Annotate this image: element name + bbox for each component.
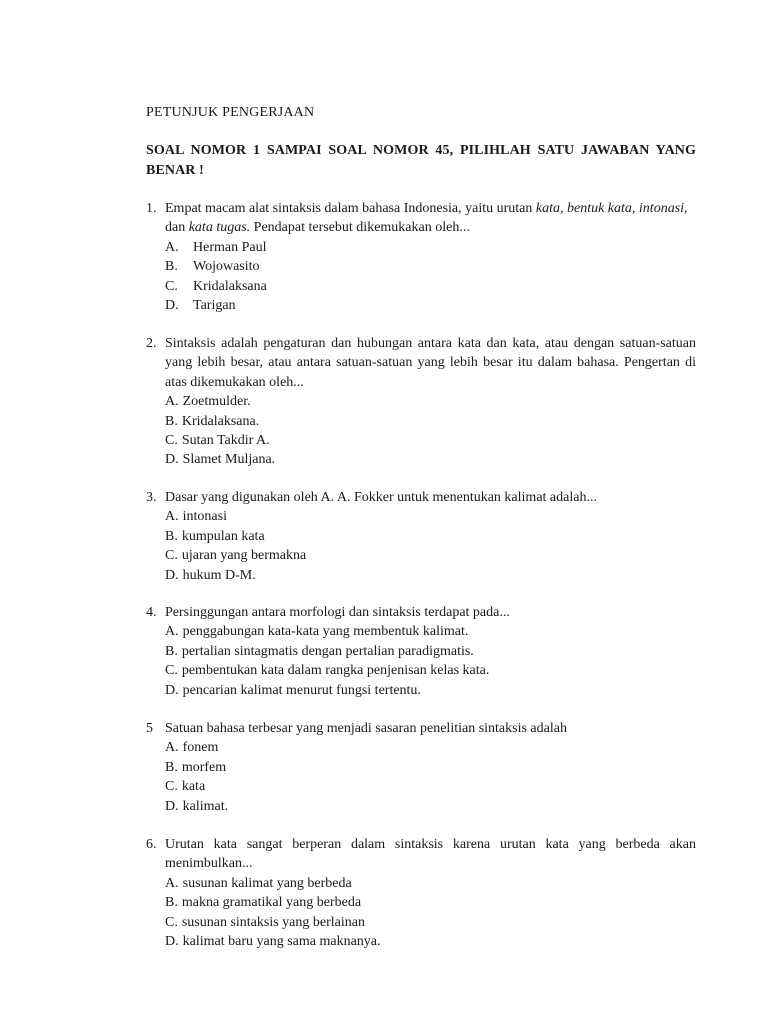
question-1 xyxy=(146,199,696,315)
option-text: makna gramatikal yang berbeda xyxy=(181,895,362,911)
option-a[interactable] xyxy=(165,507,696,526)
option-b[interactable] xyxy=(165,642,696,661)
option-text: intonasi xyxy=(182,509,227,525)
instruction-text: SOAL NOMOR 1 SAMPAI SOAL NOMOR 45, PILIHLAH SATU JAWABAN YANG BENAR ! xyxy=(146,143,696,178)
option-text: kumpulan kata xyxy=(181,528,265,544)
option-b[interactable] xyxy=(165,257,696,276)
question-5 xyxy=(146,719,696,816)
option-c[interactable] xyxy=(165,913,696,932)
question-text: Sintaksis adalah pengaturan dan hubungan antara kata dan kata, atau dengan satuan-satuan yang lebih besar, atau antara satuan-satuan yang lebih besar itu dalam bahasa. Pengertan di atas dikemukakan oleh... xyxy=(165,336,696,390)
option-text: morfem xyxy=(181,759,227,775)
option-text: ujaran yang bermakna xyxy=(181,548,307,564)
option-text: Sutan Takdir A. xyxy=(181,433,270,449)
option-letter: A. xyxy=(165,509,179,525)
option-letter: C. xyxy=(165,278,178,294)
question-number: 4. xyxy=(146,605,157,620)
option-list xyxy=(165,507,696,585)
option-text: pencarian kalimat menurut fungsi tertentu. xyxy=(182,682,421,698)
question-number: 3. xyxy=(146,490,157,505)
option-letter: B. xyxy=(165,759,178,775)
option-text: Kridalaksana. xyxy=(181,413,260,429)
question-2 xyxy=(146,334,696,470)
option-list xyxy=(165,622,696,700)
option-b[interactable] xyxy=(165,893,696,912)
option-b[interactable] xyxy=(165,412,696,431)
question-text-part: Empat macam alat sintaksis dalam bahasa Indonesia, yaitu urutan xyxy=(165,201,536,216)
option-text: Slamet Muljana. xyxy=(182,452,276,468)
option-letter: A. xyxy=(165,239,179,255)
option-text: Tarigan xyxy=(193,298,236,314)
option-text: susunan sintaksis yang berlainan xyxy=(181,914,365,930)
option-c[interactable] xyxy=(165,277,696,296)
question-text-part: dan xyxy=(165,220,189,236)
option-letter: D. xyxy=(165,452,179,468)
question-number: 1. xyxy=(146,201,157,216)
option-text: pertalian sintagmatis dengan pertalian paradigmatis. xyxy=(181,643,474,659)
option-letter: D. xyxy=(165,798,179,814)
page-title: PETUNJUK PENGERJAAN xyxy=(146,105,315,120)
question-text: Urutan kata sangat berperan dalam sintaksis karena urutan kata yang berbeda akan menimbulkan... xyxy=(165,837,696,872)
option-text: hukum D-M. xyxy=(182,567,256,583)
option-c[interactable] xyxy=(165,546,696,565)
question-number: 2. xyxy=(146,336,157,351)
option-letter: B. xyxy=(165,259,178,275)
question-text-part: Pendapat tersebut dikemukakan oleh... xyxy=(250,220,470,236)
question-text: Dasar yang digunakan oleh A. A. Fokker untuk menentukan kalimat adalah... xyxy=(165,490,597,505)
option-text: Zoetmulder. xyxy=(182,394,251,410)
option-letter: A. xyxy=(165,394,179,410)
option-a[interactable] xyxy=(165,738,696,757)
option-text: penggabungan kata-kata yang membentuk kalimat. xyxy=(182,624,469,640)
option-list xyxy=(165,738,696,816)
option-letter: B. xyxy=(165,643,178,659)
option-b[interactable] xyxy=(165,527,696,546)
option-b[interactable] xyxy=(165,758,696,777)
option-text: fonem xyxy=(182,740,219,756)
option-c[interactable] xyxy=(165,661,696,680)
option-letter: A. xyxy=(165,875,179,891)
option-a[interactable] xyxy=(165,874,696,893)
option-d[interactable] xyxy=(165,450,696,469)
option-letter: D. xyxy=(165,567,179,583)
question-text: Satuan bahasa terbesar yang menjadi sasaran penelitian sintaksis adalah xyxy=(165,721,567,736)
question-6 xyxy=(146,835,696,951)
question-number: 5 xyxy=(146,721,153,736)
option-letter: D. xyxy=(165,298,179,314)
option-letter: C. xyxy=(165,548,178,564)
option-letter: C. xyxy=(165,663,178,679)
option-letter: B. xyxy=(165,895,178,911)
option-list xyxy=(165,874,696,952)
question-3 xyxy=(146,488,696,585)
option-letter: D. xyxy=(165,934,179,950)
option-letter: C. xyxy=(165,914,178,930)
option-list xyxy=(165,238,696,316)
option-c[interactable] xyxy=(165,777,696,796)
option-a[interactable] xyxy=(165,392,696,411)
option-d[interactable] xyxy=(165,797,696,816)
option-letter: B. xyxy=(165,528,178,544)
option-list xyxy=(165,392,696,470)
question-number: 6. xyxy=(146,837,157,852)
option-d[interactable] xyxy=(165,681,696,700)
option-d[interactable] xyxy=(165,932,696,951)
option-text: Wojowasito xyxy=(193,259,260,275)
option-text: kata xyxy=(181,779,206,795)
option-letter: B. xyxy=(165,413,178,429)
question-text-italic: kata, bentuk kata, intonasi, xyxy=(535,201,688,216)
option-letter: A. xyxy=(165,740,179,756)
question-text: Persinggungan antara morfologi dan sintaksis terdapat pada... xyxy=(165,605,510,620)
option-text: kalimat. xyxy=(182,798,229,814)
question-text xyxy=(165,199,696,238)
question-text-italic: kata tugas. xyxy=(188,220,251,236)
option-a[interactable] xyxy=(165,238,696,257)
option-text: kalimat baru yang sama maknanya. xyxy=(182,934,381,950)
option-text: pembentukan kata dalam rangka penjenisan kelas kata. xyxy=(181,663,490,679)
option-letter: C. xyxy=(165,433,178,449)
option-d[interactable] xyxy=(165,296,696,315)
option-text: Kridalaksana xyxy=(193,278,267,294)
option-text: susunan kalimat yang berbeda xyxy=(182,875,352,891)
option-letter: A. xyxy=(165,624,179,640)
option-letter: C. xyxy=(165,779,178,795)
option-d[interactable] xyxy=(165,566,696,585)
option-letter: D. xyxy=(165,682,179,698)
option-a[interactable] xyxy=(165,622,696,641)
question-4 xyxy=(146,603,696,700)
option-text: Herman Paul xyxy=(193,239,267,255)
option-c[interactable] xyxy=(165,431,696,450)
